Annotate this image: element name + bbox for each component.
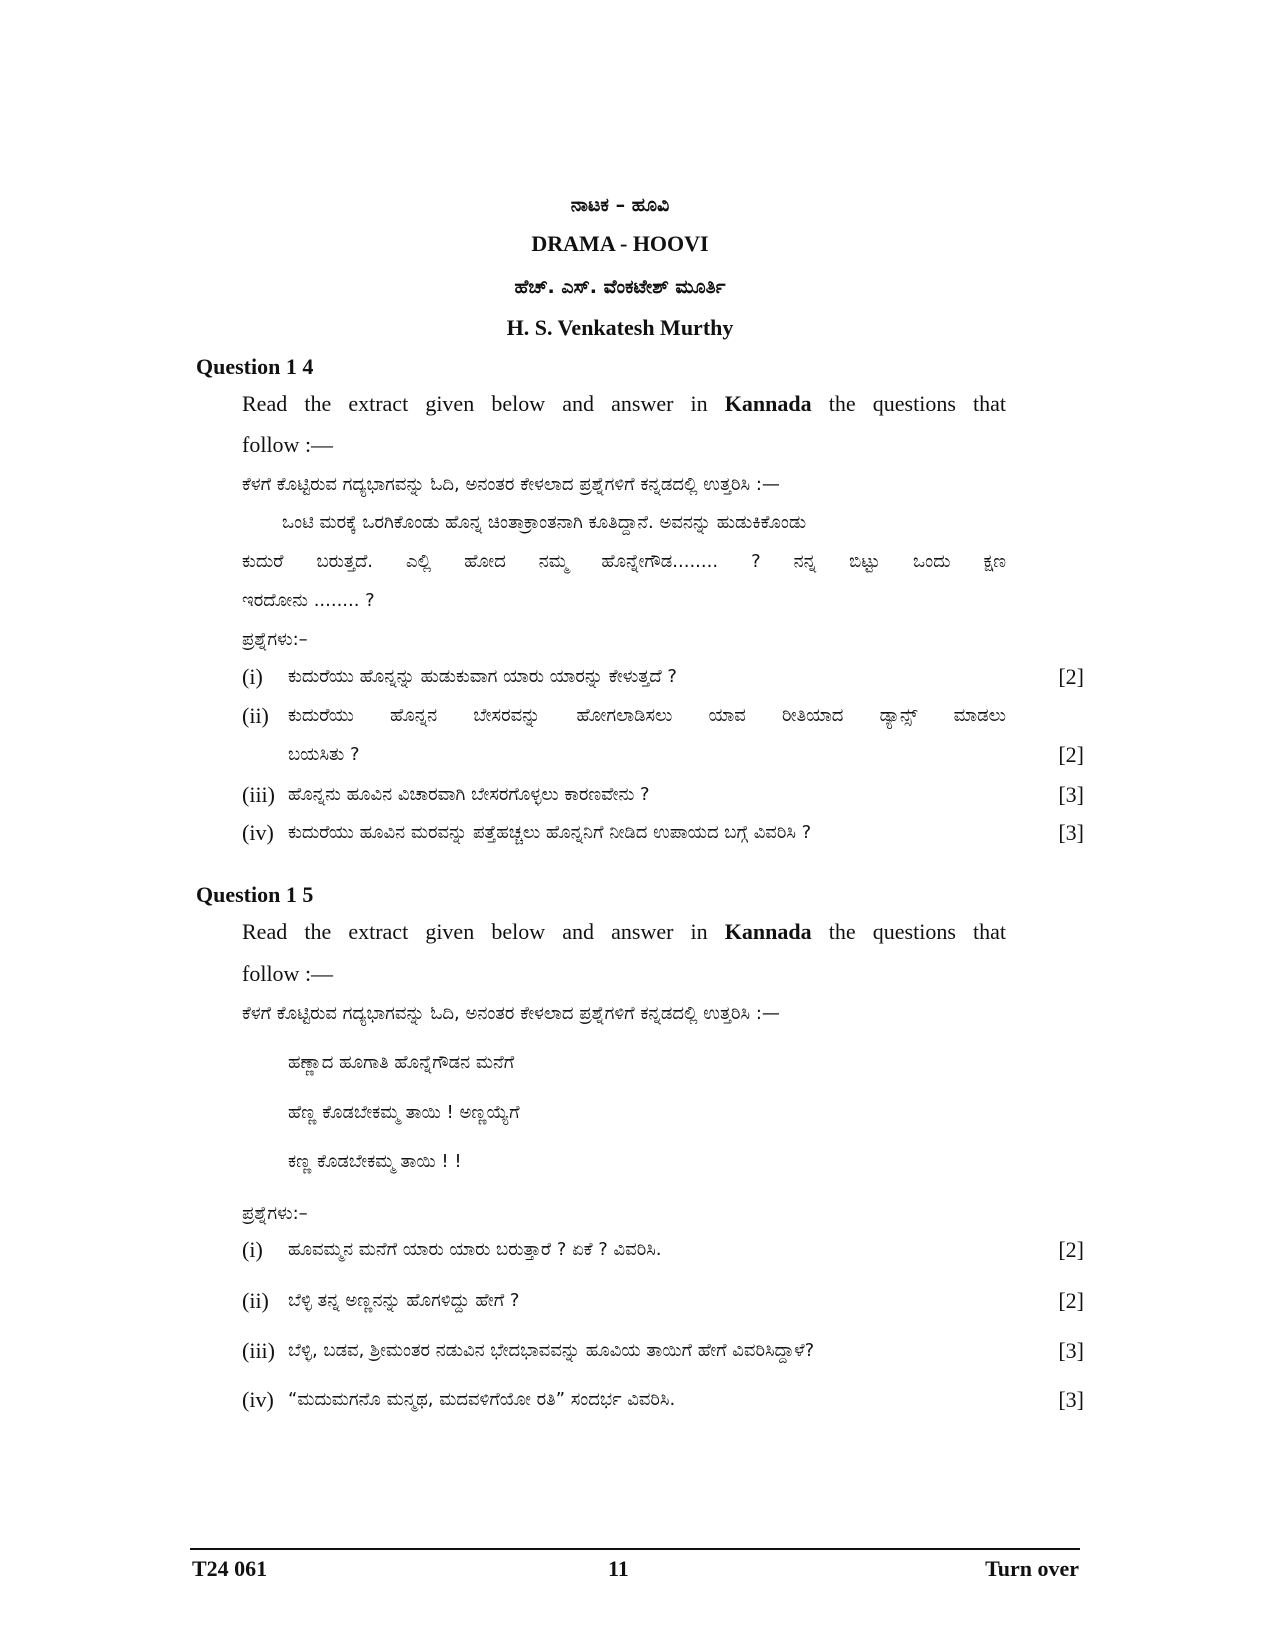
question-14-extract-line-3: ಇರದೋನು ........ ? [242, 590, 375, 611]
question-15-poem-line-2: ಹೆಣ್ಣ ಕೊಡಬೇಕಮ್ಮ ತಾಯಿ ! ಅಣ್ಣಯ್ಯೆಗೆ [288, 1102, 520, 1123]
question-14-extract-line-2: ಕುದುರೆ ಬರುತ್ತದೆ. ಎಲ್ಲಿ ಹೋದ ನಮ್ಮ ಹೊನ್ನೇಗೌಡ........ ? ನನ್ನ ಬಿಟ್ಟು ಒಂದು ಕ್ಷಣ [242, 551, 1006, 572]
instruction-text-a: Read the extract given below and answer in [242, 919, 725, 944]
question-15-item-ii [242, 1288, 1084, 1318]
question-15-questions-label: ಪ್ರಶ್ನೆಗಳು:– [242, 1203, 308, 1224]
question-14-instruction-kannada: ಕೆಳಗೆ ಕೊಟ್ಟಿರುವ ಗದ್ಯಭಾಗವನ್ನು ಓದಿ, ಅನಂತರ ಕೇಳಲಾದ ಪ್ರಶ್ನೆಗಳಿಗೆ ಕನ್ನಡದಲ್ಲಿ ಉತ್ತರಿಸಿ :— [242, 474, 780, 495]
footer-rule [190, 1548, 1080, 1550]
item-marks: [2] [1058, 1288, 1084, 1313]
footer-turn-over: Turn over [985, 1556, 1079, 1581]
question-14-item-iii [242, 782, 1084, 812]
author-english: H. S. Venkatesh Murthy [506, 315, 734, 340]
question-14-item-ii [242, 703, 1084, 733]
title-english: DRAMA - HOOVI [531, 231, 709, 256]
item-text: ಕುದುರೆಯು ಹೂವಿನ ಮರವನ್ನು ಪತ್ತೆಹಚ್ಚಲು ಹೊನ್ನನಿಗೆ ನೀಡಿದ ಉಪಾಯದ ಬಗ್ಗೆ ವಿವರಿಸಿ ? [288, 822, 812, 843]
question-14-item-ii-cont [242, 742, 1084, 772]
item-number: (i) [242, 1237, 263, 1262]
instruction-bold-kannada: Kannada [724, 919, 812, 944]
item-text-continued: ಬಯಸಿತು ? [288, 744, 360, 765]
instruction-text-b: the questions that [811, 919, 1006, 944]
item-marks: [3] [1058, 782, 1084, 807]
question-15-item-iv [242, 1387, 1084, 1417]
item-marks: [3] [1058, 1387, 1084, 1412]
question-14-questions-label: ಪ್ರಶ್ನೆಗಳು:– [242, 629, 308, 650]
question-15-item-iii [242, 1338, 1084, 1368]
item-text: ಕುದುರೆಯು ಹೊನ್ನನ್ನು ಹುಡುಕುವಾಗ ಯಾರು ಯಾರನ್ನು ಕೇಳುತ್ತದೆ ? [288, 666, 677, 687]
question-15-instruction-follow: follow :— [242, 961, 334, 986]
instruction-text-b: the questions that [811, 391, 1006, 416]
item-number: (iv) [242, 1387, 274, 1412]
item-number: (iv) [242, 820, 274, 845]
question-15-instruction [242, 912, 1006, 952]
item-number: (iii) [242, 1338, 275, 1363]
question-14-heading: Question 1 4 [196, 354, 314, 379]
item-marks: [2] [1058, 1237, 1084, 1262]
item-text: ಕುದುರೆಯು ಹೊನ್ನನ ಬೇಸರವನ್ನು ಹೋಗಲಾಡಿಸಲು ಯಾವ ರೀತಿಯಾದ ಡ್ಯಾನ್ಸ್ ಮಾಡಲು [288, 705, 1006, 726]
item-number: (iii) [242, 782, 275, 807]
question-15-poem-line-3: ಕಣ್ಣ ಕೊಡಬೇಕಮ್ಮ ತಾಯಿ ! ! [288, 1151, 462, 1172]
instruction-bold-kannada: Kannada [724, 391, 812, 416]
item-number: (ii) [242, 1288, 269, 1313]
item-text: ಹೂವಮ್ಮನ ಮನೆಗೆ ಯಾರು ಯಾರು ಬರುತ್ತಾರೆ ? ಏಕೆ ? ವಿವರಿಸಿ. [288, 1239, 662, 1260]
footer-paper-code: T24 061 [192, 1556, 268, 1581]
author-kannada: ಹೆಚ್. ಎಸ್. ವೆಂಕಟೇಶ್ ಮೂರ್ತಿ [514, 276, 726, 298]
question-14-instruction-follow: follow :— [242, 432, 334, 457]
item-marks: [3] [1058, 820, 1084, 845]
question-15-heading: Question 1 5 [196, 882, 314, 907]
item-text: ಬೆಳ್ಳಿ, ಬಡವ, ಶ್ರೀಮಂತರ ನಡುವಿನ ಭೇದಭಾವವನ್ನು ಹೂವಿಯ ತಾಯಿಗೆ ಹೇಗೆ ವಿವರಿಸಿದ್ದಾಳೆ? [288, 1340, 815, 1361]
question-15-item-i [242, 1237, 1084, 1267]
question-15-instruction-kannada: ಕೆಳಗೆ ಕೊಟ್ಟಿರುವ ಗದ್ಯಭಾಗವನ್ನು ಓದಿ, ಅನಂತರ ಕೇಳಲಾದ ಪ್ರಶ್ನೆಗಳಿಗೆ ಕನ್ನಡದಲ್ಲಿ ಉತ್ತರಿಸಿ :— [242, 1003, 780, 1024]
title-kannada: ನಾಟಕ – ಹೂವಿ [570, 194, 670, 216]
item-number: (i) [242, 664, 263, 689]
question-14-instruction [242, 384, 1006, 424]
item-text: ಹೊನ್ನನು ಹೂವಿನ ವಿಚಾರವಾಗಿ ಬೇಸರಗೊಳ್ಳಲು ಕಾರಣವೇನು ? [288, 784, 650, 805]
item-marks: [2] [1058, 664, 1084, 689]
question-14-item-iv [242, 820, 1084, 850]
question-14-extract-line-1: ಒಂಟಿ ಮರಕ್ಕೆ ಒರಗಿಕೊಂಡು ಹೊನ್ನ ಚಿಂತಾಕ್ರಾಂತನಾಗಿ ಕೂತಿದ್ದಾನೆ. ಅವನನ್ನು ಹುಡುಕಿಕೊಂಡು [282, 512, 807, 533]
instruction-text-a: Read the extract given below and answer in [242, 391, 725, 416]
item-text: “ಮದುಮಗನೊ ಮನ್ಮಥ, ಮದವಳಿಗೆಯೋ ರತಿ” ಸಂದರ್ಭ ವಿವರಿಸಿ. [288, 1389, 676, 1410]
footer-page-number: 11 [608, 1556, 629, 1581]
item-marks: [2] [1058, 742, 1084, 767]
question-15-poem-line-1: ಹಣ್ಣಾದ ಹೂಗಾತಿ ಹೊನ್ನೆಗೌಡನ ಮನೆಗೆ [288, 1052, 515, 1073]
item-text: ಬೆಳ್ಳಿ ತನ್ನ ಅಣ್ಣನನ್ನು ಹೊಗಳಿದ್ದು ಹೇಗೆ ? [288, 1290, 520, 1311]
question-14-item-i [242, 664, 1084, 694]
item-marks: [3] [1058, 1338, 1084, 1363]
item-number: (ii) [242, 703, 269, 728]
